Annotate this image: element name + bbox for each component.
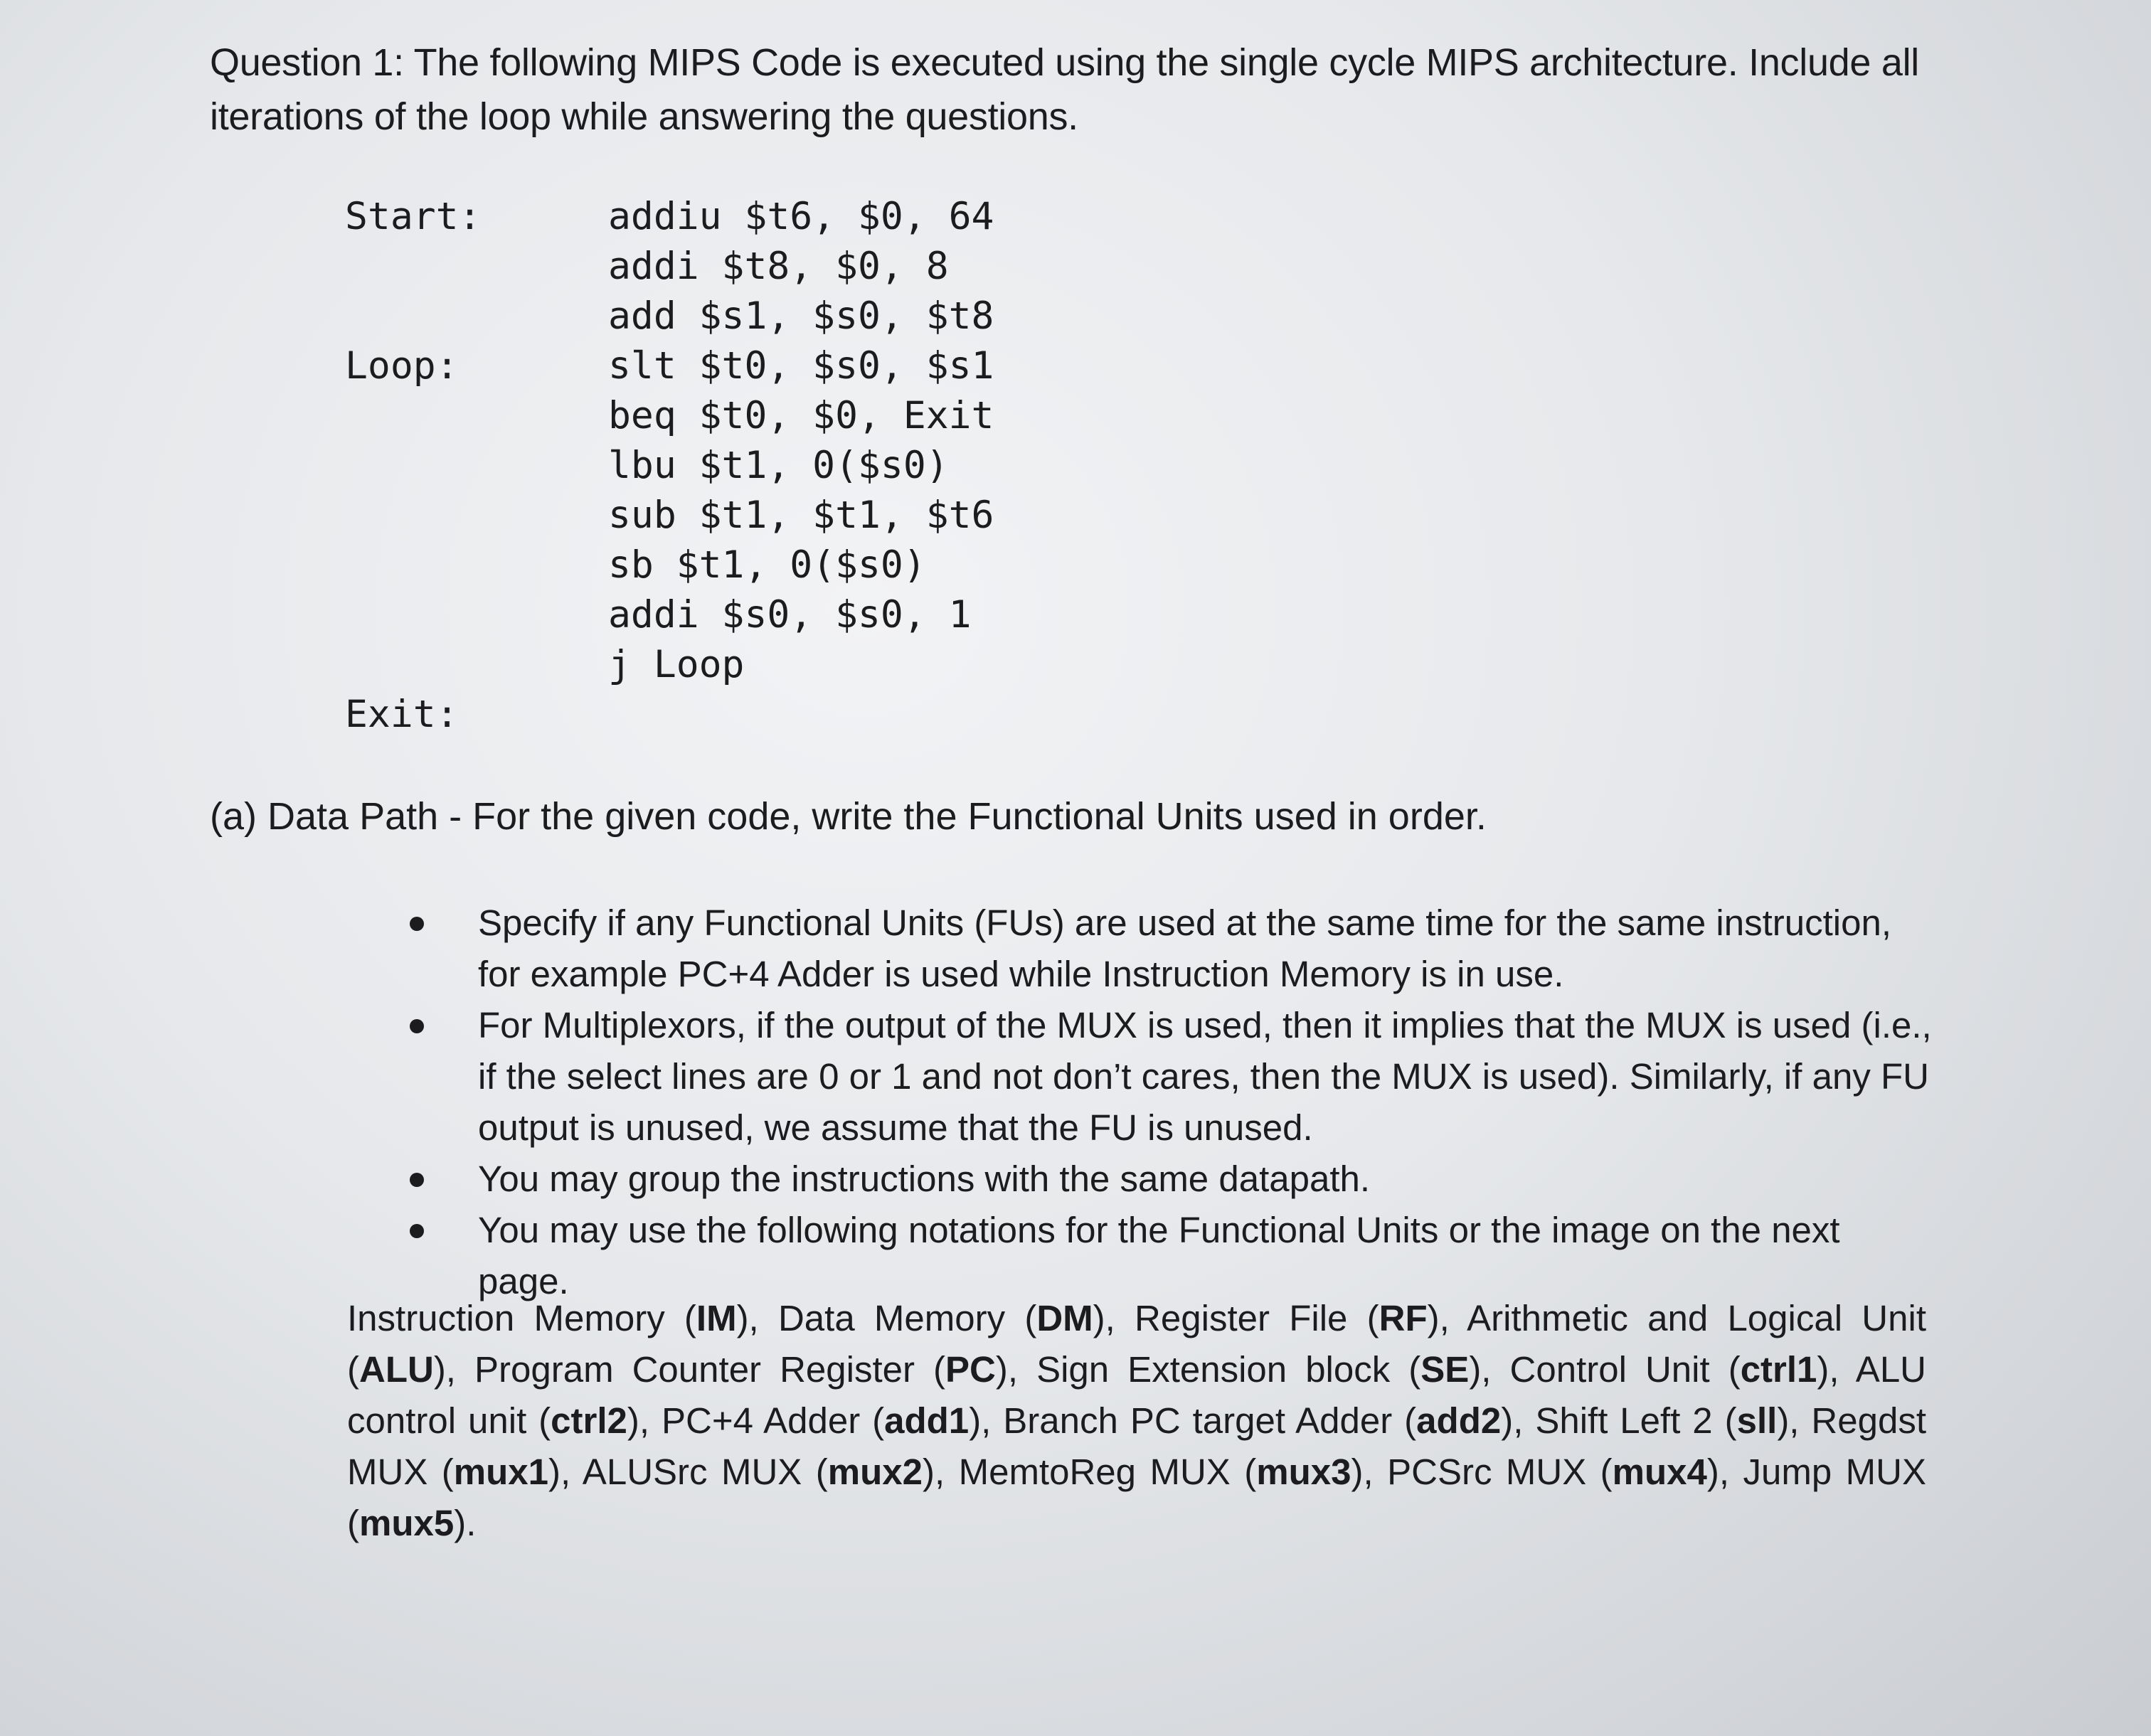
code-instruction: add $s1, $s0, $t8: [608, 294, 994, 338]
notation-abbreviation: ctrl1: [1740, 1349, 1817, 1390]
instructions-list: [398, 898, 1935, 1307]
code-row: [345, 391, 994, 441]
notation-text: ), Control Unit (: [1469, 1349, 1741, 1390]
notation-abbreviation: mux2: [827, 1452, 923, 1492]
notation-text: ), ALU control unit (: [347, 1349, 1927, 1441]
code-row: [345, 441, 949, 491]
notation-text: ), MemtoReg MUX (: [922, 1452, 1257, 1492]
notation-text: ), Program Counter Register (: [433, 1349, 946, 1390]
notation-abbreviation: sll: [1736, 1400, 1778, 1441]
part-a-heading: (a) Data Path - For the given code, write the Functional Units used in order.: [210, 795, 1487, 838]
notation-text: ), PC+4 Adder (: [627, 1400, 885, 1441]
code-row: [345, 491, 994, 540]
code-row: [345, 242, 949, 292]
notation-abbreviation: ctrl2: [551, 1400, 627, 1441]
notation-text: Instruction Memory (: [347, 1298, 696, 1338]
code-label: Exit:: [345, 693, 459, 736]
bullet-icon: [410, 1224, 424, 1238]
code-instruction: slt $t0, $s0, $s1: [608, 344, 994, 388]
notation-text: ), Regdst MUX (: [347, 1400, 1926, 1492]
notation-text: ), ALUSrc MUX (: [548, 1452, 828, 1492]
code-instruction: addi $t8, $0, 8: [608, 245, 949, 288]
list-item-text: You may group the instructions with the same datapath.: [478, 1159, 1371, 1199]
code-row: [345, 292, 994, 341]
notation-abbreviation: IM: [696, 1298, 737, 1338]
code-row: [345, 640, 745, 690]
code-row: [345, 192, 994, 242]
code-instruction: j Loop: [608, 643, 745, 686]
notation-text: ), Branch PC target Adder (: [969, 1400, 1417, 1441]
notation-text: ), Sign Extension block (: [995, 1349, 1421, 1390]
notation-text: ), PCSrc MUX (: [1351, 1452, 1613, 1492]
notation-abbreviation: mux3: [1256, 1452, 1351, 1492]
notation-abbreviation: RF: [1379, 1298, 1428, 1338]
code-row: [345, 341, 994, 391]
notation-abbreviation: DM: [1036, 1298, 1093, 1338]
bullet-icon: [410, 917, 424, 931]
notation-abbreviation: ALU: [358, 1349, 434, 1390]
notation-abbreviation: mux5: [358, 1503, 455, 1543]
notation-text: ), Data Memory (: [736, 1298, 1037, 1338]
notation-abbreviation: SE: [1420, 1349, 1470, 1390]
list-item: [398, 1154, 1935, 1205]
code-instruction: sub $t1, $t1, $t6: [608, 494, 994, 537]
code-instruction: addiu $t6, $0, 64: [608, 195, 994, 238]
code-instruction: addi $s0, $s0, 1: [608, 593, 972, 637]
question-1-text: Question 1: The following MIPS Code is executed using the single cycle MIPS architecture. Include all iterations of the loop while answering the questions.: [210, 41, 1919, 138]
functional-unit-notation: [347, 1293, 1926, 1549]
notation-abbreviation: PC: [945, 1349, 996, 1390]
bullet-icon: [410, 1173, 424, 1187]
notation-abbreviation: mux1: [453, 1452, 549, 1492]
notation-text: ), Jump MUX (: [347, 1452, 1927, 1543]
list-item: [398, 1000, 1935, 1154]
list-item-text: You may use the following notations for the Functional Units or the image on the next page.: [478, 1210, 1840, 1301]
bullet-icon: [410, 1019, 424, 1033]
code-label: Start:: [345, 195, 482, 238]
code-instruction: beq $t0, $0, Exit: [608, 394, 994, 437]
list-item: [398, 1205, 1935, 1307]
code-instruction: sb $t1, 0($s0): [608, 543, 926, 587]
code-instruction: lbu $t1, 0($s0): [608, 444, 949, 487]
code-row: [345, 690, 481, 740]
notation-abbreviation: add1: [884, 1400, 970, 1441]
list-item-text: Specify if any Functional Units (FUs) are used at the same time for the same instruction, for example PC+4 Adder is used while Instruction Memory is in use.: [478, 902, 1891, 994]
list-item: [398, 898, 1935, 1000]
notation-text: ).: [454, 1503, 477, 1543]
notation-text: ), Register File (: [1093, 1298, 1379, 1338]
code-row: [345, 540, 926, 590]
notation-text: ), Shift Left 2 (: [1501, 1400, 1737, 1441]
notation-abbreviation: mux4: [1612, 1452, 1707, 1492]
list-item-text: For Multiplexors, if the output of the MUX is used, then it implies that the MUX is used (i.e., if the select lines are 0 or 1 and not don’t cares, then the MUX is used). Similarly, if any FU output is unused, we assume that the FU is unused.: [478, 1005, 1932, 1148]
mips-code-block: [345, 192, 994, 740]
code-label: Loop:: [345, 344, 459, 388]
notation-text: ), Arithmetic and Logical Unit (: [347, 1298, 1926, 1390]
notation-abbreviation: add2: [1416, 1400, 1502, 1441]
code-row: [345, 590, 972, 640]
